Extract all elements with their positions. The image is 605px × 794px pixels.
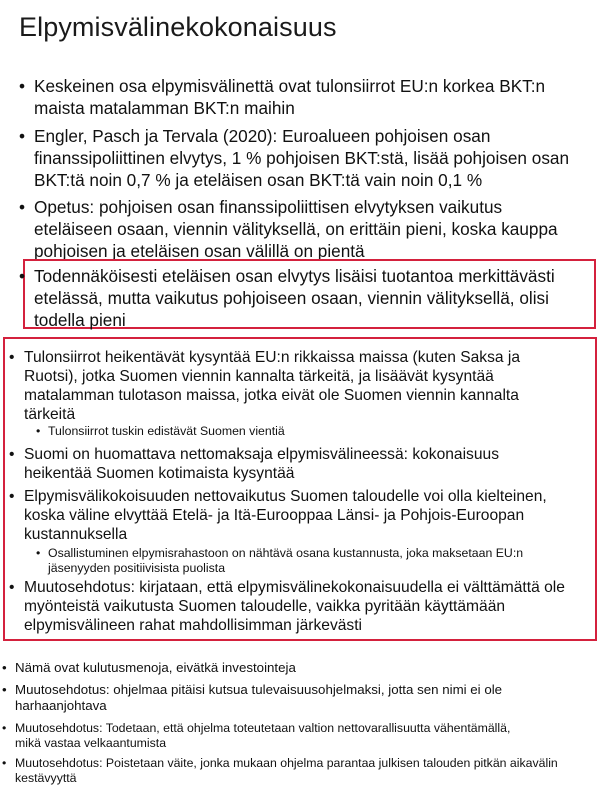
bullet-icon: • xyxy=(2,682,7,697)
bullet-icon: • xyxy=(2,756,7,770)
bullet-icon: • xyxy=(2,721,7,735)
list-item xyxy=(2,756,595,786)
bullet-icon: • xyxy=(9,349,15,366)
list-item-text: Suomi on huomattava nettomaksaja elpymisvälineessä: kokonaisuus heikentää Suomen kotimaista kysyntää xyxy=(24,446,500,482)
bullet-icon: • xyxy=(9,579,15,596)
page-title: Elpymisvälinekokonaisuus xyxy=(19,12,337,42)
list-item-text: Tulonsiirrot heikentävät kysyntää EU:n rikkaissa maissa (kuten Saksa ja Ruotsi), jotka Suomen viennin kannalta tärkeitä, ja lisäävät kysyntää matalamman tulotason maissa, jotka eivät ole Suomen viennin kannalta tärkeitä xyxy=(24,349,521,423)
list-item-text: Nämä ovat kulutusmenoja, eivätkä investointeja xyxy=(15,660,296,675)
list-item-text: Opetus: pohjoisen osan finanssipoliittisen elvytyksen vaikutus eteläiseen osaan, viennin välityksellä, on erittäin pieni, koska kauppa pohjoisen ja eteläisen osan välillä on pientä xyxy=(34,197,558,261)
list-item-text: Todennäköisesti eteläisen osan elvytys lisäisi tuotantoa merkittävästi etelässä, mutta vaikutus pohjoiseen osaan, viennin välityksellä, olisi todella pieni xyxy=(34,266,555,330)
list-item-text: Muutosehdotus: Todetaan, että ohjelma toteutetaan valtion nettovarallisuutta vähentämällä, mikä vastaa velkaantumista xyxy=(15,721,511,750)
sub-list-item xyxy=(36,424,568,439)
list-item-text: Muutosehdotus: kirjataan, että elpymisvälinekokonaisuudella ei välttämättä ole myönteistä vaikutusta Suomen taloudelle, vaikka pyritään käyttämään elpymisvälineen rahat mahdollisimman järkevästi xyxy=(24,579,565,634)
list-item xyxy=(9,348,572,424)
list-item xyxy=(19,265,582,331)
bullet-icon: • xyxy=(19,266,26,286)
bullet-icon: • xyxy=(9,488,15,505)
list-item xyxy=(19,125,594,191)
list-item xyxy=(9,487,586,544)
list-item-text: Engler, Pasch ja Tervala (2020): Euroalueen pohjoisen osan finanssipoliittinen elvytys, 1 % pohjoisen BKT:stä, lisää pohjoisen osan BKT:tä noin 0,7 % ja eteläisen osan BKT:tä vain noin 0,1 % xyxy=(34,126,570,190)
sub-list-item xyxy=(36,546,588,576)
list-item xyxy=(9,578,586,635)
bullet-icon: • xyxy=(19,76,26,96)
bullet-icon: • xyxy=(19,197,26,217)
bullet-icon: • xyxy=(36,546,41,560)
list-item xyxy=(9,445,554,483)
bullet-icon: • xyxy=(36,424,41,438)
list-item-text: Osallistuminen elpymisrahastoon on nähtävä osana kustannusta, joka maksetaan EU:n jäsenyyden positiivisista puolista xyxy=(48,546,524,575)
list-item-text: Keskeinen osa elpymisvälinettä ovat tulonsiirrot EU:n korkea BKT:n maista matalamman BKT:n maihin xyxy=(34,76,546,118)
list-item xyxy=(19,75,582,119)
bullet-icon: • xyxy=(9,446,15,463)
list-item xyxy=(19,196,582,262)
list-item xyxy=(2,721,535,751)
bullet-icon: • xyxy=(19,126,26,146)
list-item xyxy=(2,660,575,676)
list-item-text: Muutosehdotus: Poistetaan väite, jonka mukaan ohjelma parantaa julkisen talouden pitkän aikavälin kestävyyttä xyxy=(15,756,558,785)
list-item-text: Elpymisvälikokoisuuden nettovaikutus Suomen taloudelle voi olla kielteinen, koska väline elvyttää Etelä- ja Itä-Eurooppaa Länsi- ja Pohjois-Euroopan kustannuksella xyxy=(24,488,547,543)
list-item-text: Tulonsiirrot tuskin edistävät Suomen vientiä xyxy=(48,424,285,438)
list-item xyxy=(2,682,585,714)
list-item-text: Muutosehdotus: ohjelmaa pitäisi kutsua tulevaisuusohjelmaksi, jotta sen nimi ei ole harhaanjohtava xyxy=(15,682,503,713)
bullet-icon: • xyxy=(2,660,7,675)
